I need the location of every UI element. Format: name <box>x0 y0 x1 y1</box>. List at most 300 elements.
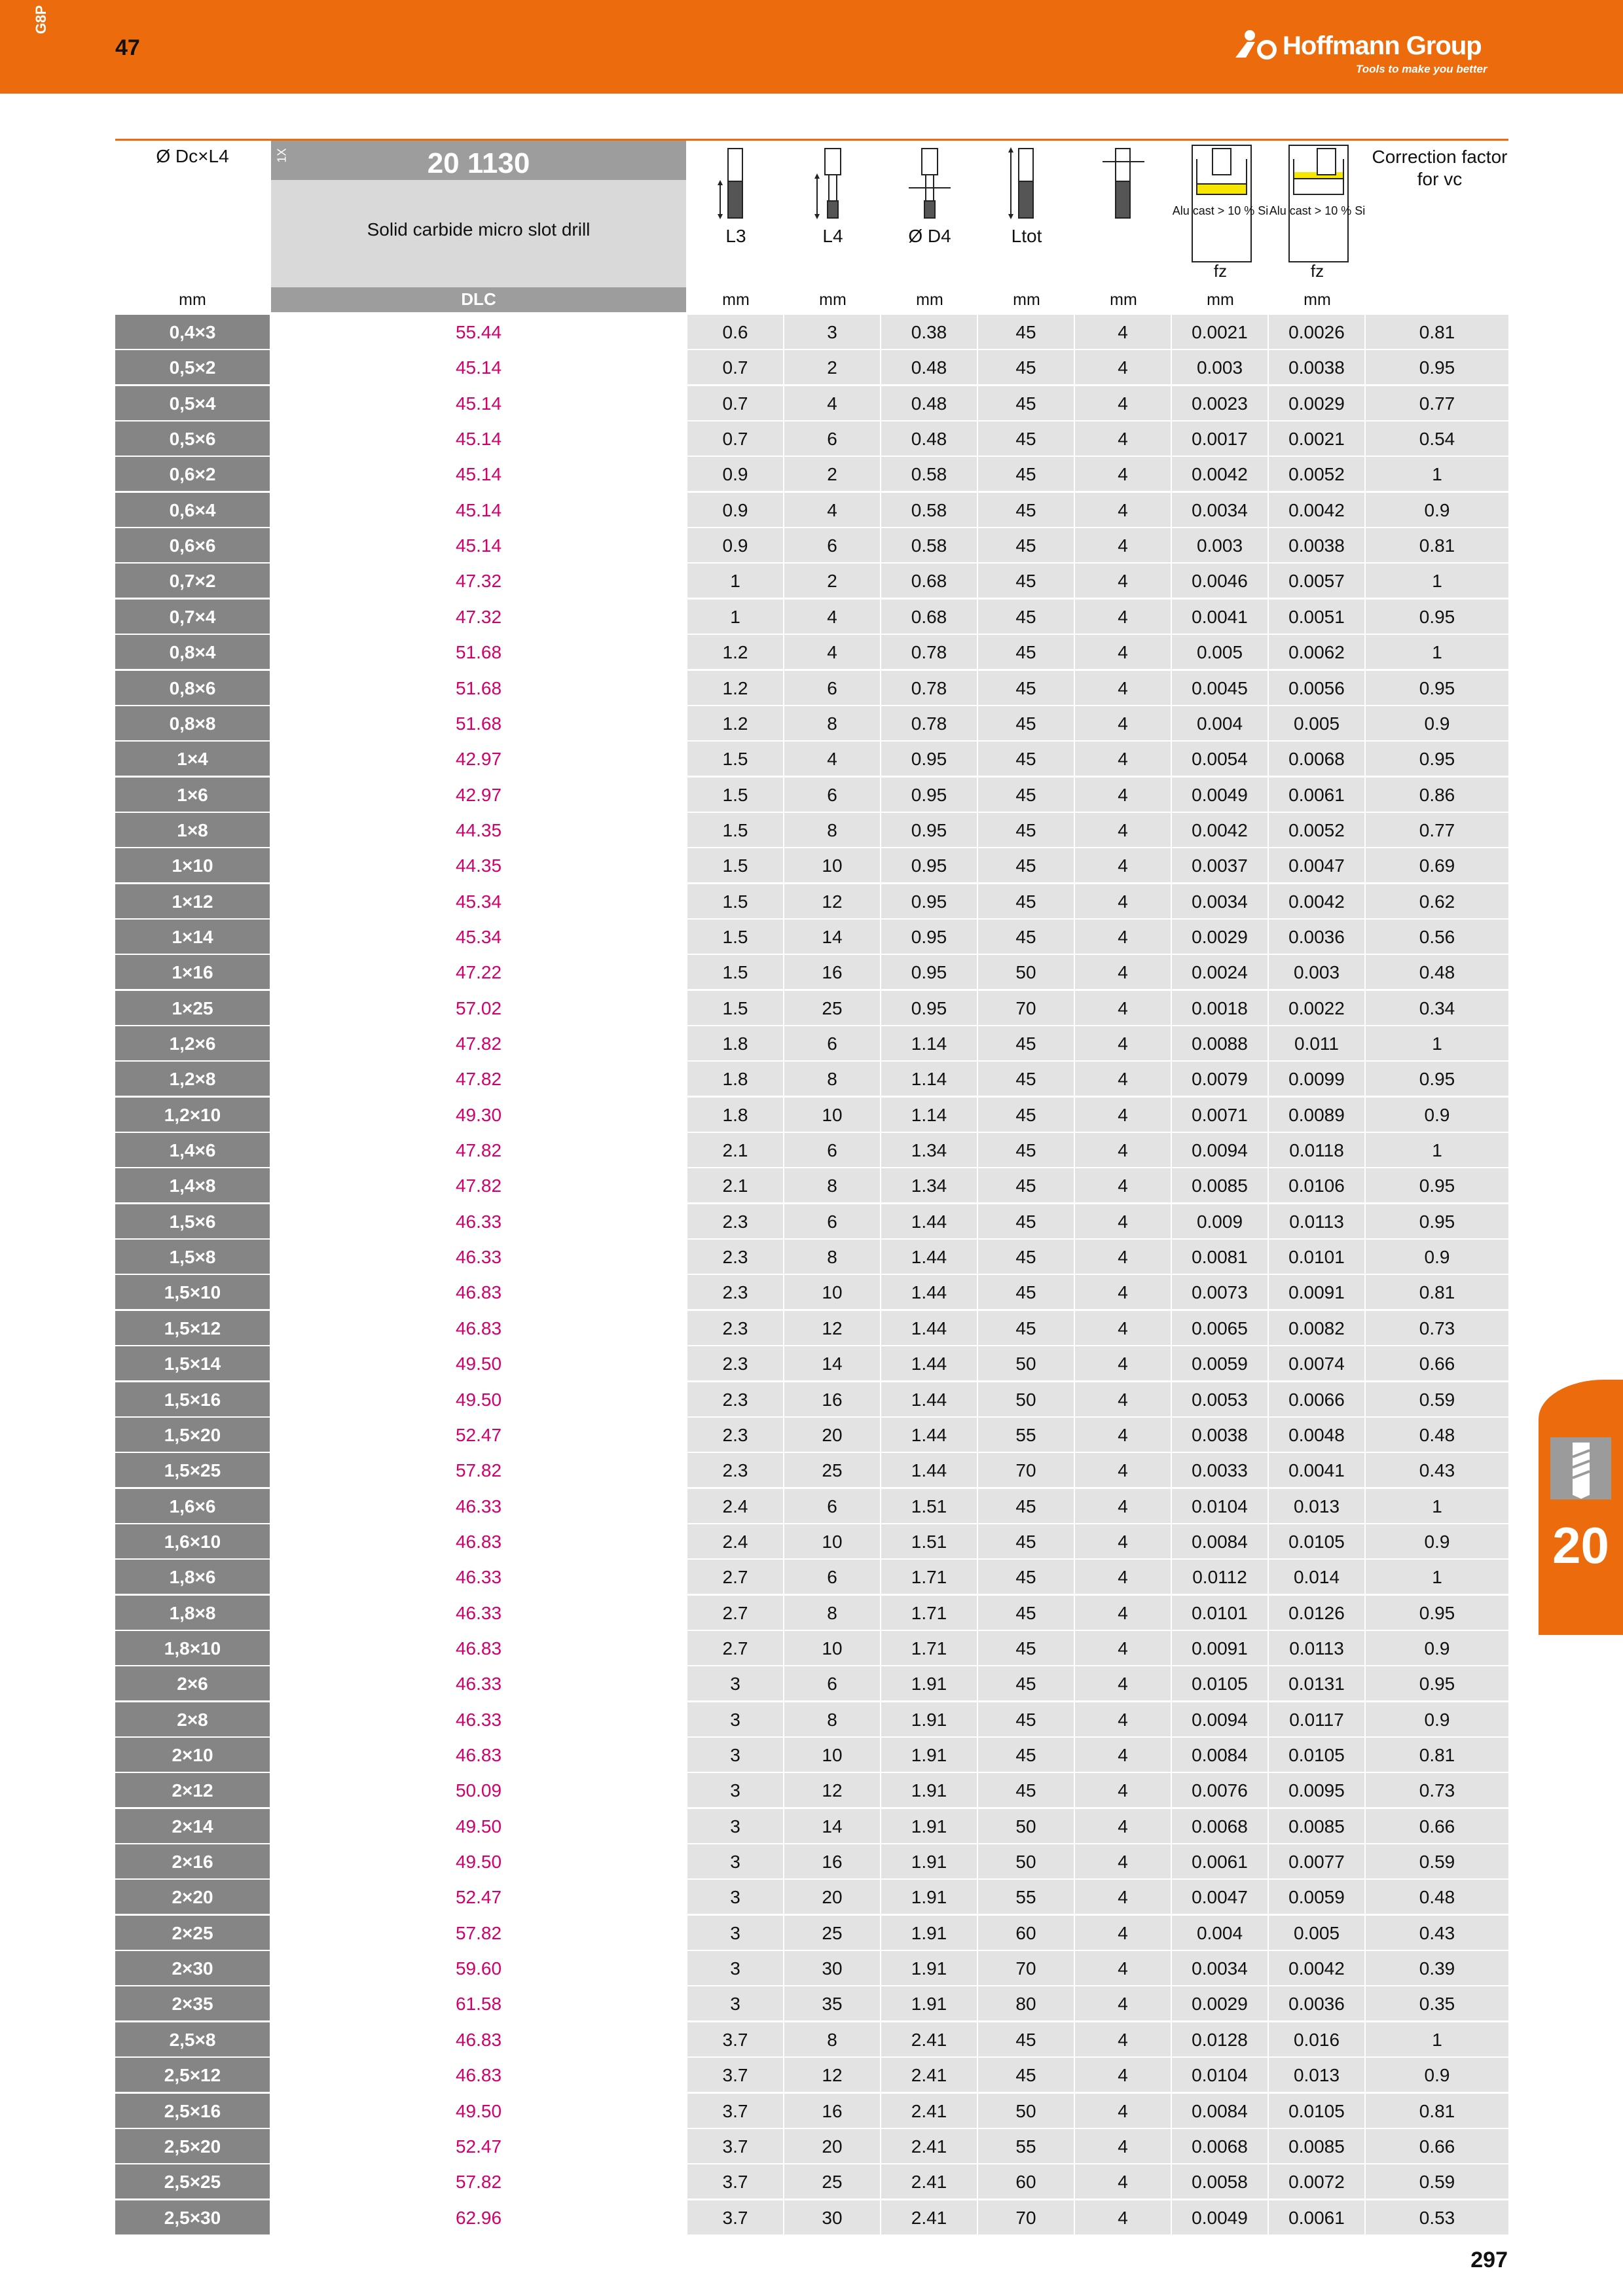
fz1-cell: 0.0041 <box>1172 600 1267 634</box>
l4-cell: 6 <box>784 1204 880 1238</box>
dimension-cell: 1×10 <box>115 848 270 882</box>
d4-cell: 1.14 <box>881 1026 977 1060</box>
fz2-cell: 0.0085 <box>1269 1809 1364 1843</box>
fz2-cell: 0.0085 <box>1269 2129 1364 2163</box>
ds-cell: 4 <box>1075 1951 1171 1985</box>
dimension-unit: mm <box>179 291 206 309</box>
cf-cell: 0.95 <box>1366 1204 1508 1238</box>
ltot-cell: 50 <box>978 955 1074 989</box>
ltot-cell: 45 <box>978 350 1074 384</box>
l4-cell: 30 <box>784 1951 880 1985</box>
l3-cell: 3.7 <box>687 2200 783 2234</box>
d4-cell: 0.95 <box>881 778 977 812</box>
fz1-cell: 0.0112 <box>1172 1560 1267 1594</box>
dimension-cell: 1,6×10 <box>115 1524 270 1558</box>
cf-cell: 0.39 <box>1366 1951 1508 1985</box>
table-row <box>115 457 1508 491</box>
l4-cell: 10 <box>784 1098 880 1132</box>
product-description: Solid carbide micro slot drill <box>367 219 591 240</box>
price-cell: 51.68 <box>455 677 502 698</box>
fz2-cell: 0.0042 <box>1269 884 1364 918</box>
l4-cell: 8 <box>784 1062 880 1096</box>
fz1-cell: 0.0065 <box>1172 1311 1267 1345</box>
fz1-cell: 0.0104 <box>1172 1489 1267 1523</box>
ltot-cell: 45 <box>978 564 1074 598</box>
neck-diameter-icon <box>907 146 952 222</box>
l4-cell: 6 <box>784 1666 880 1700</box>
ltot-cell: 50 <box>978 1346 1074 1380</box>
table-row <box>115 422 1508 456</box>
fz2-cell: 0.0117 <box>1269 1702 1364 1736</box>
ds-cell: 4 <box>1075 1275 1171 1309</box>
ltot-cell: 55 <box>978 1418 1074 1452</box>
ltot-cell: 60 <box>978 1916 1074 1950</box>
d4-cell: 0.95 <box>881 742 977 776</box>
l4-cell: 2 <box>784 457 880 491</box>
cf-cell: 0.95 <box>1366 1596 1508 1630</box>
price-cell: 46.33 <box>455 1211 502 1232</box>
fz1-cell: 0.0054 <box>1172 742 1267 776</box>
cf-cell: 0.48 <box>1366 955 1508 989</box>
l3-cell: 1.5 <box>687 991 783 1025</box>
table-row <box>115 1204 1508 1238</box>
l4-cell: 10 <box>784 1275 880 1309</box>
cf-cell: 0.81 <box>1366 315 1508 349</box>
cf-cell: 0.81 <box>1366 1738 1508 1772</box>
table-row <box>115 1916 1508 1950</box>
ds-cell: 4 <box>1075 991 1171 1025</box>
fz1-cell: 0.0094 <box>1172 1702 1267 1736</box>
l4-cell: 6 <box>784 1133 880 1167</box>
l4-cell: 20 <box>784 1880 880 1914</box>
drill-icon <box>1550 1437 1611 1499</box>
fz2-cell: 0.016 <box>1269 2022 1364 2056</box>
ltot-cell: 50 <box>978 1809 1074 1843</box>
l4-cell: 4 <box>784 635 880 669</box>
price-cell: 46.33 <box>455 1496 502 1516</box>
l3-cell: 1.5 <box>687 884 783 918</box>
d4-cell: 1.14 <box>881 1098 977 1132</box>
l4-cell: 25 <box>784 1453 880 1487</box>
l3-cell: 3 <box>687 1880 783 1914</box>
fz1-cell: 0.0088 <box>1172 1026 1267 1060</box>
ltot-cell: 45 <box>978 1062 1074 1096</box>
dimension-cell: 0,7×2 <box>115 564 270 598</box>
ds-cell: 4 <box>1075 1986 1171 2020</box>
header-ltot <box>978 141 1075 312</box>
l3-cell: 2.3 <box>687 1418 783 1452</box>
price-cell: 45.14 <box>455 499 502 520</box>
table-row <box>115 2058 1508 2092</box>
ds-cell: 4 <box>1075 1631 1171 1665</box>
dimension-cell: 1×25 <box>115 991 270 1025</box>
price-cell: 47.32 <box>455 606 502 627</box>
table-row <box>115 1631 1508 1665</box>
table-row <box>115 1240 1508 1274</box>
fz-slot-unit: mm <box>1207 291 1234 309</box>
fz1-cell: 0.0081 <box>1172 1240 1267 1274</box>
ds-cell: 4 <box>1075 1560 1171 1594</box>
dimension-cell: 2×6 <box>115 1666 270 1700</box>
dimension-cell: 2×14 <box>115 1809 270 1843</box>
price-cell: 52.47 <box>455 1424 502 1445</box>
l4-cell: 6 <box>784 1489 880 1523</box>
d4-cell: 1.91 <box>881 1809 977 1843</box>
cf-cell: 0.43 <box>1366 1453 1508 1487</box>
fz1-cell: 0.0045 <box>1172 671 1267 705</box>
cf-cell: 0.81 <box>1366 528 1508 562</box>
l4-cell: 25 <box>784 1916 880 1950</box>
cf-cell: 0.9 <box>1366 1631 1508 1665</box>
dimension-cell: 2,5×25 <box>115 2164 270 2198</box>
l4-cell: 10 <box>784 1631 880 1665</box>
l4-cell: 20 <box>784 1418 880 1452</box>
l3-cell: 3 <box>687 1844 783 1878</box>
fz2-cell: 0.0036 <box>1269 1986 1364 2020</box>
l4-cell: 4 <box>784 742 880 776</box>
d4-cell: 1.71 <box>881 1560 977 1594</box>
table-row <box>115 742 1508 776</box>
dimension-cell: 2,5×20 <box>115 2129 270 2163</box>
l3-cell: 0.9 <box>687 528 783 562</box>
fz2-cell: 0.003 <box>1269 955 1364 989</box>
l3-unit: mm <box>722 291 750 309</box>
ds-cell: 4 <box>1075 2022 1171 2056</box>
fz1-cell: 0.0029 <box>1172 920 1267 954</box>
cf-cell: 1 <box>1366 2022 1508 2056</box>
l4-cell: 35 <box>784 1986 880 2020</box>
price-cell: 46.83 <box>455 2065 502 2086</box>
dimension-cell: 1×14 <box>115 920 270 954</box>
header-d4 <box>881 141 978 312</box>
ds-cell: 4 <box>1075 1133 1171 1167</box>
l3-cell: 0.7 <box>687 386 783 420</box>
l4-cell: 8 <box>784 2022 880 2056</box>
cf-cell: 0.59 <box>1366 2164 1508 2198</box>
total-length-icon <box>1004 146 1049 222</box>
shank-unit: mm <box>1110 291 1137 309</box>
cf-cell: 0.48 <box>1366 1880 1508 1914</box>
ltot-cell: 45 <box>978 671 1074 705</box>
fz1-cell: 0.0084 <box>1172 2094 1267 2128</box>
fz2-cell: 0.0089 <box>1269 1098 1364 1132</box>
cf-cell: 0.66 <box>1366 1346 1508 1380</box>
fz2-cell: 0.0026 <box>1269 315 1364 349</box>
header-product <box>271 141 686 312</box>
fz2-cell: 0.0113 <box>1269 1204 1364 1238</box>
dimension-cell: 0,8×6 <box>115 671 270 705</box>
d4-cell: 1.51 <box>881 1489 977 1523</box>
price-cell: 46.83 <box>455 1745 502 1765</box>
l4-cell: 6 <box>784 422 880 456</box>
dimension-cell: 2,5×30 <box>115 2200 270 2234</box>
l3-cell: 2.3 <box>687 1382 783 1416</box>
fz2-cell: 0.011 <box>1269 1026 1364 1060</box>
l3-cell: 2.3 <box>687 1453 783 1487</box>
fz2-cell: 0.0022 <box>1269 991 1364 1025</box>
header-fz-side <box>1269 141 1366 312</box>
l4-cell: 16 <box>784 1382 880 1416</box>
price-cell: 47.82 <box>455 1140 502 1161</box>
d4-cell: 1.91 <box>881 1951 977 1985</box>
cf-cell: 0.9 <box>1366 1524 1508 1558</box>
l3-cell: 2.3 <box>687 1240 783 1274</box>
fz2-cell: 0.0038 <box>1269 350 1364 384</box>
table-row <box>115 955 1508 989</box>
fz2-cell: 0.0056 <box>1269 671 1364 705</box>
table-row <box>115 1773 1508 1807</box>
ltot-cell: 45 <box>978 1311 1074 1345</box>
price-cell: 49.50 <box>455 1852 502 1873</box>
ds-cell: 4 <box>1075 600 1171 634</box>
dimension-cell: 2×35 <box>115 1986 270 2020</box>
table-row <box>115 1738 1508 1772</box>
fz1-cell: 0.0034 <box>1172 884 1267 918</box>
l3-cell: 2.4 <box>687 1489 783 1523</box>
cf-cell: 1 <box>1366 635 1508 669</box>
cf-cell: 0.69 <box>1366 848 1508 882</box>
d4-cell: 1.91 <box>881 1702 977 1736</box>
ltot-cell: 45 <box>978 635 1074 669</box>
cf-cell: 0.9 <box>1366 706 1508 740</box>
table-row <box>115 2094 1508 2128</box>
ltot-cell: 45 <box>978 386 1074 420</box>
fz1-cell: 0.0084 <box>1172 1524 1267 1558</box>
price-cell: 46.33 <box>455 1567 502 1588</box>
fz2-cell: 0.0059 <box>1269 1880 1364 1914</box>
fz2-cell: 0.0052 <box>1269 813 1364 847</box>
ltot-cell: 70 <box>978 1453 1074 1487</box>
price-cell: 47.82 <box>455 1069 502 1090</box>
d4-cell: 1.44 <box>881 1204 977 1238</box>
d4-cell: 2.41 <box>881 2164 977 2198</box>
table-row <box>115 635 1508 669</box>
d4-cell: 2.41 <box>881 2094 977 2128</box>
table-row <box>115 920 1508 954</box>
ds-cell: 4 <box>1075 457 1171 491</box>
fz1-cell: 0.0058 <box>1172 2164 1267 2198</box>
fz2-cell: 0.013 <box>1269 2058 1364 2092</box>
d4-cell: 2.41 <box>881 2200 977 2234</box>
l3-cell: 1.5 <box>687 813 783 847</box>
l4-cell: 8 <box>784 1240 880 1274</box>
d4-cell: 0.95 <box>881 955 977 989</box>
dimension-cell: 2,5×12 <box>115 2058 270 2092</box>
l3-cell: 1.5 <box>687 955 783 989</box>
ds-cell: 4 <box>1075 813 1171 847</box>
l3-cell: 0.6 <box>687 315 783 349</box>
cf-cell: 0.9 <box>1366 2058 1508 2092</box>
l4-cell: 30 <box>784 2200 880 2234</box>
d4-cell: 1.44 <box>881 1453 977 1487</box>
fz2-cell: 0.0036 <box>1269 920 1364 954</box>
ltot-cell: 70 <box>978 991 1074 1025</box>
table-row <box>115 2022 1508 2056</box>
table-row <box>115 1880 1508 1914</box>
dimension-cell: 1×8 <box>115 813 270 847</box>
l4-cell: 12 <box>784 884 880 918</box>
dimension-cell: 0,6×6 <box>115 528 270 562</box>
ds-cell: 4 <box>1075 742 1171 776</box>
dimension-cell: 1×4 <box>115 742 270 776</box>
l4-cell: 8 <box>784 706 880 740</box>
ds-cell: 4 <box>1075 2129 1171 2163</box>
cf-cell: 0.9 <box>1366 1702 1508 1736</box>
l3-cell: 3.7 <box>687 2022 783 2056</box>
fz2-cell: 0.0048 <box>1269 1418 1364 1452</box>
d4-cell: 1.34 <box>881 1133 977 1167</box>
table-row <box>115 1986 1508 2020</box>
ltot-cell: 45 <box>978 706 1074 740</box>
fz1-cell: 0.0085 <box>1172 1168 1267 1202</box>
cf-cell: 0.59 <box>1366 1382 1508 1416</box>
d4-cell: 1.44 <box>881 1240 977 1274</box>
table-row <box>115 1311 1508 1345</box>
price-cell: 42.97 <box>455 784 502 805</box>
price-cell: 57.82 <box>455 1922 502 1943</box>
dimension-cell: 1,4×8 <box>115 1168 270 1202</box>
cf-cell: 1 <box>1366 1133 1508 1167</box>
l3-cell: 2.7 <box>687 1631 783 1665</box>
l3-cell: 3 <box>687 1951 783 1985</box>
fz2-cell: 0.005 <box>1269 706 1364 740</box>
l3-cell: 1.2 <box>687 706 783 740</box>
fz2-cell: 0.0047 <box>1269 848 1364 882</box>
ltot-cell: 45 <box>978 1702 1074 1736</box>
brand-name: Hoffmann Group <box>1283 31 1482 60</box>
ltot-cell: 45 <box>978 422 1074 456</box>
dimension-cell: 1,6×6 <box>115 1489 270 1523</box>
l3-cell: 3 <box>687 1773 783 1807</box>
price-cell: 52.47 <box>455 1887 502 1908</box>
header-shank <box>1075 141 1172 312</box>
ds-cell: 4 <box>1075 1098 1171 1132</box>
fz2-cell: 0.0101 <box>1269 1240 1364 1274</box>
fz1-cell: 0.005 <box>1172 635 1267 669</box>
fz2-cell: 0.014 <box>1269 1560 1364 1594</box>
table-row <box>115 1133 1508 1167</box>
l4-cell: 6 <box>784 778 880 812</box>
table-row <box>115 1346 1508 1380</box>
fz2-cell: 0.0062 <box>1269 635 1364 669</box>
d4-cell: 1.91 <box>881 1738 977 1772</box>
price-cell: 61.58 <box>455 1994 502 2015</box>
ds-cell: 4 <box>1075 1524 1171 1558</box>
l4-cell: 14 <box>784 920 880 954</box>
fz2-cell: 0.0082 <box>1269 1311 1364 1345</box>
ltot-cell: 45 <box>978 528 1074 562</box>
price-cell: 45.34 <box>455 891 502 912</box>
ltot-cell: 45 <box>978 1098 1074 1132</box>
d4-cell: 1.44 <box>881 1275 977 1309</box>
cf-cell: 0.34 <box>1366 991 1508 1025</box>
table-row <box>115 1453 1508 1487</box>
cf-cell: 0.95 <box>1366 671 1508 705</box>
d4-cell: 1.44 <box>881 1346 977 1380</box>
ltot-cell: 45 <box>978 315 1074 349</box>
fz2-cell: 0.0113 <box>1269 1631 1364 1665</box>
price-cell: 62.96 <box>455 2207 502 2228</box>
cf-cell: 0.95 <box>1366 600 1508 634</box>
dimension-cell: 0,7×4 <box>115 600 270 634</box>
d4-cell: 1.71 <box>881 1596 977 1630</box>
l4-cell: 10 <box>784 1738 880 1772</box>
cf-cell: 0.9 <box>1366 1240 1508 1274</box>
table-row <box>115 1809 1508 1843</box>
l3-cell: 1.8 <box>687 1062 783 1096</box>
l3-cell: 3 <box>687 1738 783 1772</box>
l4-cell: 6 <box>784 1560 880 1594</box>
ds-cell: 4 <box>1075 1062 1171 1096</box>
l3-cell: 1.5 <box>687 920 783 954</box>
l3-cell: 0.7 <box>687 422 783 456</box>
slot-milling-icon <box>1193 146 1250 205</box>
fz1-cell: 0.009 <box>1172 1204 1267 1238</box>
d4-cell: 2.41 <box>881 2058 977 2092</box>
fz1-cell: 0.0049 <box>1172 2200 1267 2234</box>
dimension-cell: 1×12 <box>115 884 270 918</box>
ds-cell: 4 <box>1075 2200 1171 2234</box>
ltot-cell: 45 <box>978 1168 1074 1202</box>
page-header <box>0 0 1623 94</box>
d4-cell: 0.78 <box>881 706 977 740</box>
l3-cell: 3 <box>687 1916 783 1950</box>
ltot-cell: 45 <box>978 600 1074 634</box>
price-cell: 46.33 <box>455 1247 502 1268</box>
cf-cell: 1 <box>1366 564 1508 598</box>
d4-cell: 0.95 <box>881 813 977 847</box>
neck-length-icon <box>811 146 855 222</box>
l3-cell: 2.7 <box>687 1560 783 1594</box>
ltot-cell: 45 <box>978 457 1074 491</box>
price-cell: 59.60 <box>455 1958 502 1979</box>
fz1-cell: 0.0037 <box>1172 848 1267 882</box>
d4-cell: 0.58 <box>881 457 977 491</box>
ds-cell: 4 <box>1075 671 1171 705</box>
table-row <box>115 813 1508 847</box>
cf-cell: 1 <box>1366 1489 1508 1523</box>
fz-side-unit: mm <box>1304 291 1331 309</box>
hoffmann-logo-icon <box>1233 29 1283 60</box>
table-row <box>115 1666 1508 1700</box>
d4-cell: 0.68 <box>881 600 977 634</box>
table-row <box>115 1844 1508 1878</box>
dimension-cell: 1,8×6 <box>115 1560 270 1594</box>
ds-cell: 4 <box>1075 955 1171 989</box>
ds-cell: 4 <box>1075 1702 1171 1736</box>
price-cell: 46.83 <box>455 1531 502 1552</box>
cf-cell: 0.95 <box>1366 350 1508 384</box>
price-cell: 46.33 <box>455 1709 502 1730</box>
fz2-cell: 0.0095 <box>1269 1773 1364 1807</box>
ds-cell: 4 <box>1075 1418 1171 1452</box>
article-bar <box>271 141 686 180</box>
cf-cell: 0.77 <box>1366 813 1508 847</box>
l4-cell: 8 <box>784 813 880 847</box>
l3-cell: 3.7 <box>687 2164 783 2198</box>
fz1-cell: 0.0076 <box>1172 1773 1267 1807</box>
ltot-cell: 45 <box>978 1026 1074 1060</box>
price-cell: 45.14 <box>455 393 502 414</box>
price-cell: 50.09 <box>455 1780 502 1801</box>
d4-cell: 1.14 <box>881 1062 977 1096</box>
ltot-cell: 45 <box>978 1666 1074 1700</box>
price-cell: 46.83 <box>455 1282 502 1303</box>
price-cell: 46.33 <box>455 1602 502 1623</box>
table-row <box>115 1098 1508 1132</box>
fz1-cell: 0.0042 <box>1172 457 1267 491</box>
fz2-cell: 0.0105 <box>1269 1524 1364 1558</box>
